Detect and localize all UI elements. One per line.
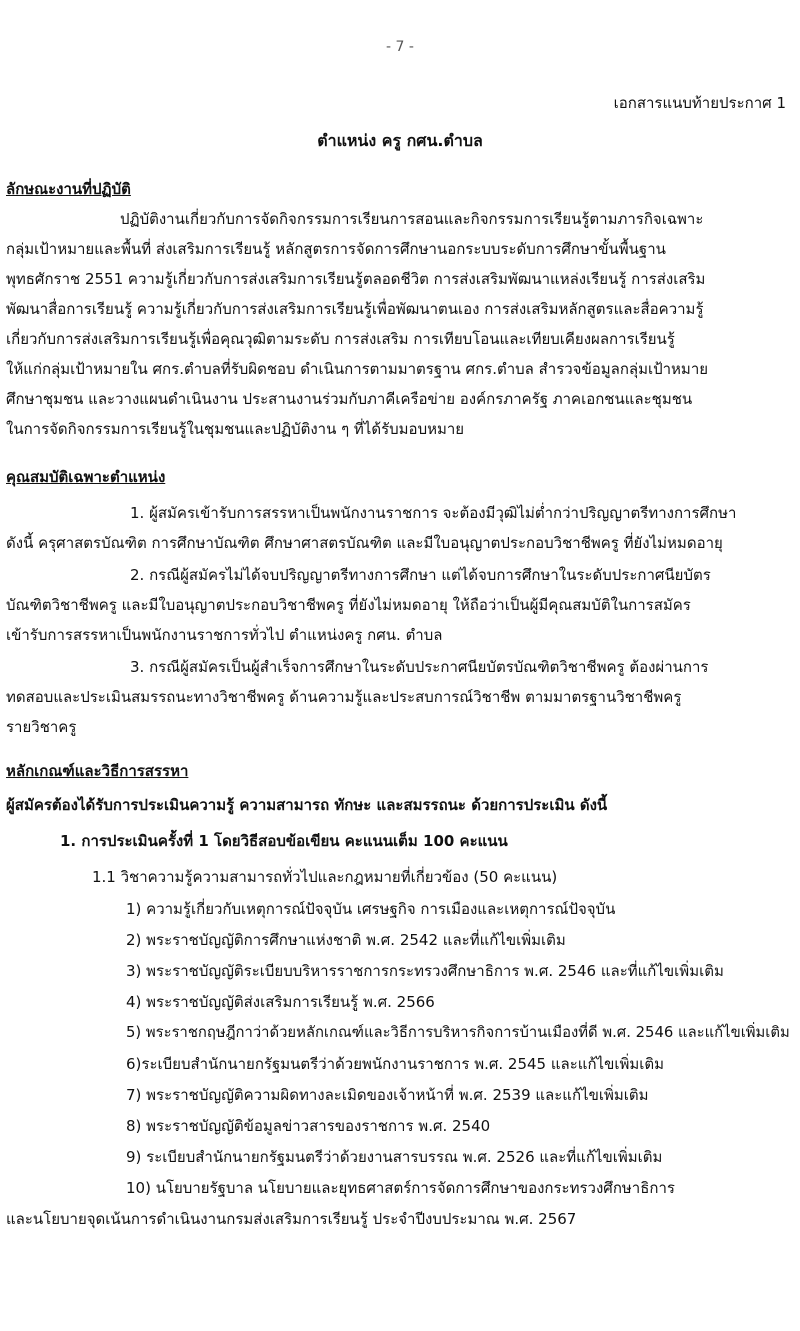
attachment-label: เอกสารแนบท้ายประกาศ 1 xyxy=(613,94,786,112)
law-item: 9) ระเบียบสำนักนายกรัฐมนตรีว่าด้วยงานสารบรรณ พ.ศ. 2526 และที่แก้ไขเพิ่มเติม xyxy=(126,1148,663,1166)
page-number: - 7 - xyxy=(386,39,414,55)
criteria-intro: ผู้สมัครต้องได้รับการประเมินความรู้ ความสามารถ ทักษะ และสมรรถนะ ด้วยการประเมิน ดังนี้ xyxy=(6,796,608,814)
qualification-line: บัณฑิตวิชาชีพครู และมีใบอนุญาตประกอบวิชาชีพครู ที่ยังไม่หมดอายุ ให้ถือว่าเป็นผู้มีคุณสมบัติในการสมัคร xyxy=(6,596,691,614)
law-item: 6)ระเบียบสำนักนายกรัฐมนตรีว่าด้วยพนักงานราชการ พ.ศ. 2545 และแก้ไขเพิ่มเติม xyxy=(126,1055,664,1073)
qualification-line: 2. กรณีผู้สมัครไม่ได้จบปริญญาตรีทางการศึกษา แต่ได้จบการศึกษาในระดับประกาศนียบัตร xyxy=(130,566,711,584)
qualification-line: 3. กรณีผู้สมัครเป็นผู้สำเร็จการศึกษาในระดับประกาศนียบัตรบัณฑิตวิชาชีพครู ต้องผ่านการ xyxy=(130,658,709,676)
paragraph-line: กลุ่มเป้าหมายและพื้นที่ ส่งเสริมการเรียนรู้ หลักสูตรการจัดการศึกษานอกระบบระดับการศึกษาขั้นพื้นฐาน xyxy=(6,240,666,258)
paragraph-line: ให้แก่กลุ่มเป้าหมายใน ศกร.ตำบลที่รับผิดชอบ ดำเนินการตามมาตรฐาน ศกร.ตำบล สำรวจข้อมูลกลุ่มเป้าหมาย xyxy=(6,360,709,378)
law-item: 8) พระราชบัญญัติข้อมูลข่าวสารของราชการ พ.ศ. 2540 xyxy=(126,1117,491,1135)
paragraph-line: ศึกษาชุมชน และวางแผนดำเนินงาน ประสานงานร่วมกับภาคีเครือข่าย องค์กรภาครัฐ ภาคเอกชนและชุมชน xyxy=(6,390,693,408)
qualification-line: เข้ารับการสรรหาเป็นพนักงานราชการทั่วไป ตำแหน่งครู กศน. ตำบล xyxy=(6,626,443,644)
qualification-line: ทดสอบและประเมินสมรรถนะทางวิชาชีพครู ด้านความรู้และประสบการณ์วิชาชีพ ตามมาตรฐานวิชาชีพครู xyxy=(6,688,682,706)
paragraph-line: พุทธศักราช 2551 ความรู้เกี่ยวกับการส่งเสริมการเรียนรู้ตลอดชีวิต การส่งเสริมพัฒนาแหล่งเรียนรู้ การส่งเสริม xyxy=(6,270,706,288)
paragraph-line: ในการจัดกิจกรรมการเรียนรู้ในชุมชนและปฏิบัติงาน ๆ ที่ได้รับมอบหมาย xyxy=(6,420,465,438)
qualifications-heading: คุณสมบัติเฉพาะตำแหน่ง xyxy=(6,468,166,486)
law-item: 2) พระราชบัญญัติการศึกษาแห่งชาติ พ.ศ. 2542 และที่แก้ไขเพิ่มเติม xyxy=(126,931,566,949)
criteria-subitem-1-1: 1.1 วิชาความรู้ความสามารถทั่วไปและกฎหมายที่เกี่ยวข้อง (50 คะแนน) xyxy=(92,868,558,886)
qualification-line: 1. ผู้สมัครเข้ารับการสรรหาเป็นพนักงานราชการ จะต้องมีวุฒิไม่ต่ำกว่าปริญญาตรีทางการศึกษา xyxy=(130,504,737,522)
paragraph-line: พัฒนาสื่อการเรียนรู้ ความรู้เกี่ยวกับการส่งเสริมการเรียนรู้เพื่อพัฒนาตนเอง การส่งเสริมหลักสูตรและสื่อความรู้ xyxy=(6,300,704,318)
paragraph-line: เกี่ยวกับการส่งเสริมการเรียนรู้เพื่อคุณวุฒิตามระดับ การส่งเสริม การเทียบโอนและเทียบเคียงผลการเรียนรู้ xyxy=(6,330,675,348)
criteria-heading: หลักเกณฑ์และวิธีการสรรหา xyxy=(6,762,189,780)
paragraph-line: ปฏิบัติงานเกี่ยวกับการจัดกิจกรรมการเรียนการสอนและกิจกรรมการเรียนรู้ตามภารกิจเฉพาะ xyxy=(120,210,704,228)
law-item: 7) พระราชบัญญัติความผิดทางละเมิดของเจ้าหน้าที่ พ.ศ. 2539 และแก้ไขเพิ่มเติม xyxy=(126,1086,649,1104)
criteria-item-1: 1. การประเมินครั้งที่ 1 โดยวิธีสอบข้อเขียน คะแนนเต็ม 100 คะแนน xyxy=(60,832,508,850)
law-item: 5) พระราชกฤษฎีกาว่าด้วยหลักเกณฑ์และวิธีการบริหารกิจการบ้านเมืองที่ดี พ.ศ. 2546 และแก้ไขเพิ่มเติม xyxy=(126,1024,790,1041)
law-item: 4) พระราชบัญญัติส่งเสริมการเรียนรู้ พ.ศ. 2566 xyxy=(126,993,435,1011)
qualification-line: ดังนี้ ครุศาสตรบัณฑิต การศึกษาบัณฑิต ศึกษาศาสตรบัณฑิต และมีใบอนุญาตประกอบวิชาชีพครู ที่ยังไม่หมดอายุ xyxy=(6,534,723,552)
law-item: 10) นโยบายรัฐบาล นโยบายและยุทธศาสตร์การจัดการศึกษาของกระทรวงศึกษาธิการ xyxy=(126,1179,675,1197)
law-item-continuation: และนโยบายจุดเน้นการดำเนินงานกรมส่งเสริมการเรียนรู้ ประจำปีงบประมาณ พ.ศ. 2567 xyxy=(6,1210,577,1228)
law-item: 1) ความรู้เกี่ยวกับเหตุการณ์ปัจจุบัน เศรษฐกิจ การเมืองและเหตุการณ์ปัจจุบัน xyxy=(126,900,616,918)
duties-heading: ลักษณะงานที่ปฏิบัติ xyxy=(6,180,131,198)
qualification-line: รายวิชาครู xyxy=(6,718,77,736)
position-title: ตำแหน่ง ครู กศน.ตำบล xyxy=(317,131,483,150)
law-item: 3) พระราชบัญญัติระเบียบบริหารราชการกระทรวงศึกษาธิการ พ.ศ. 2546 และที่แก้ไขเพิ่มเติม xyxy=(126,962,724,980)
